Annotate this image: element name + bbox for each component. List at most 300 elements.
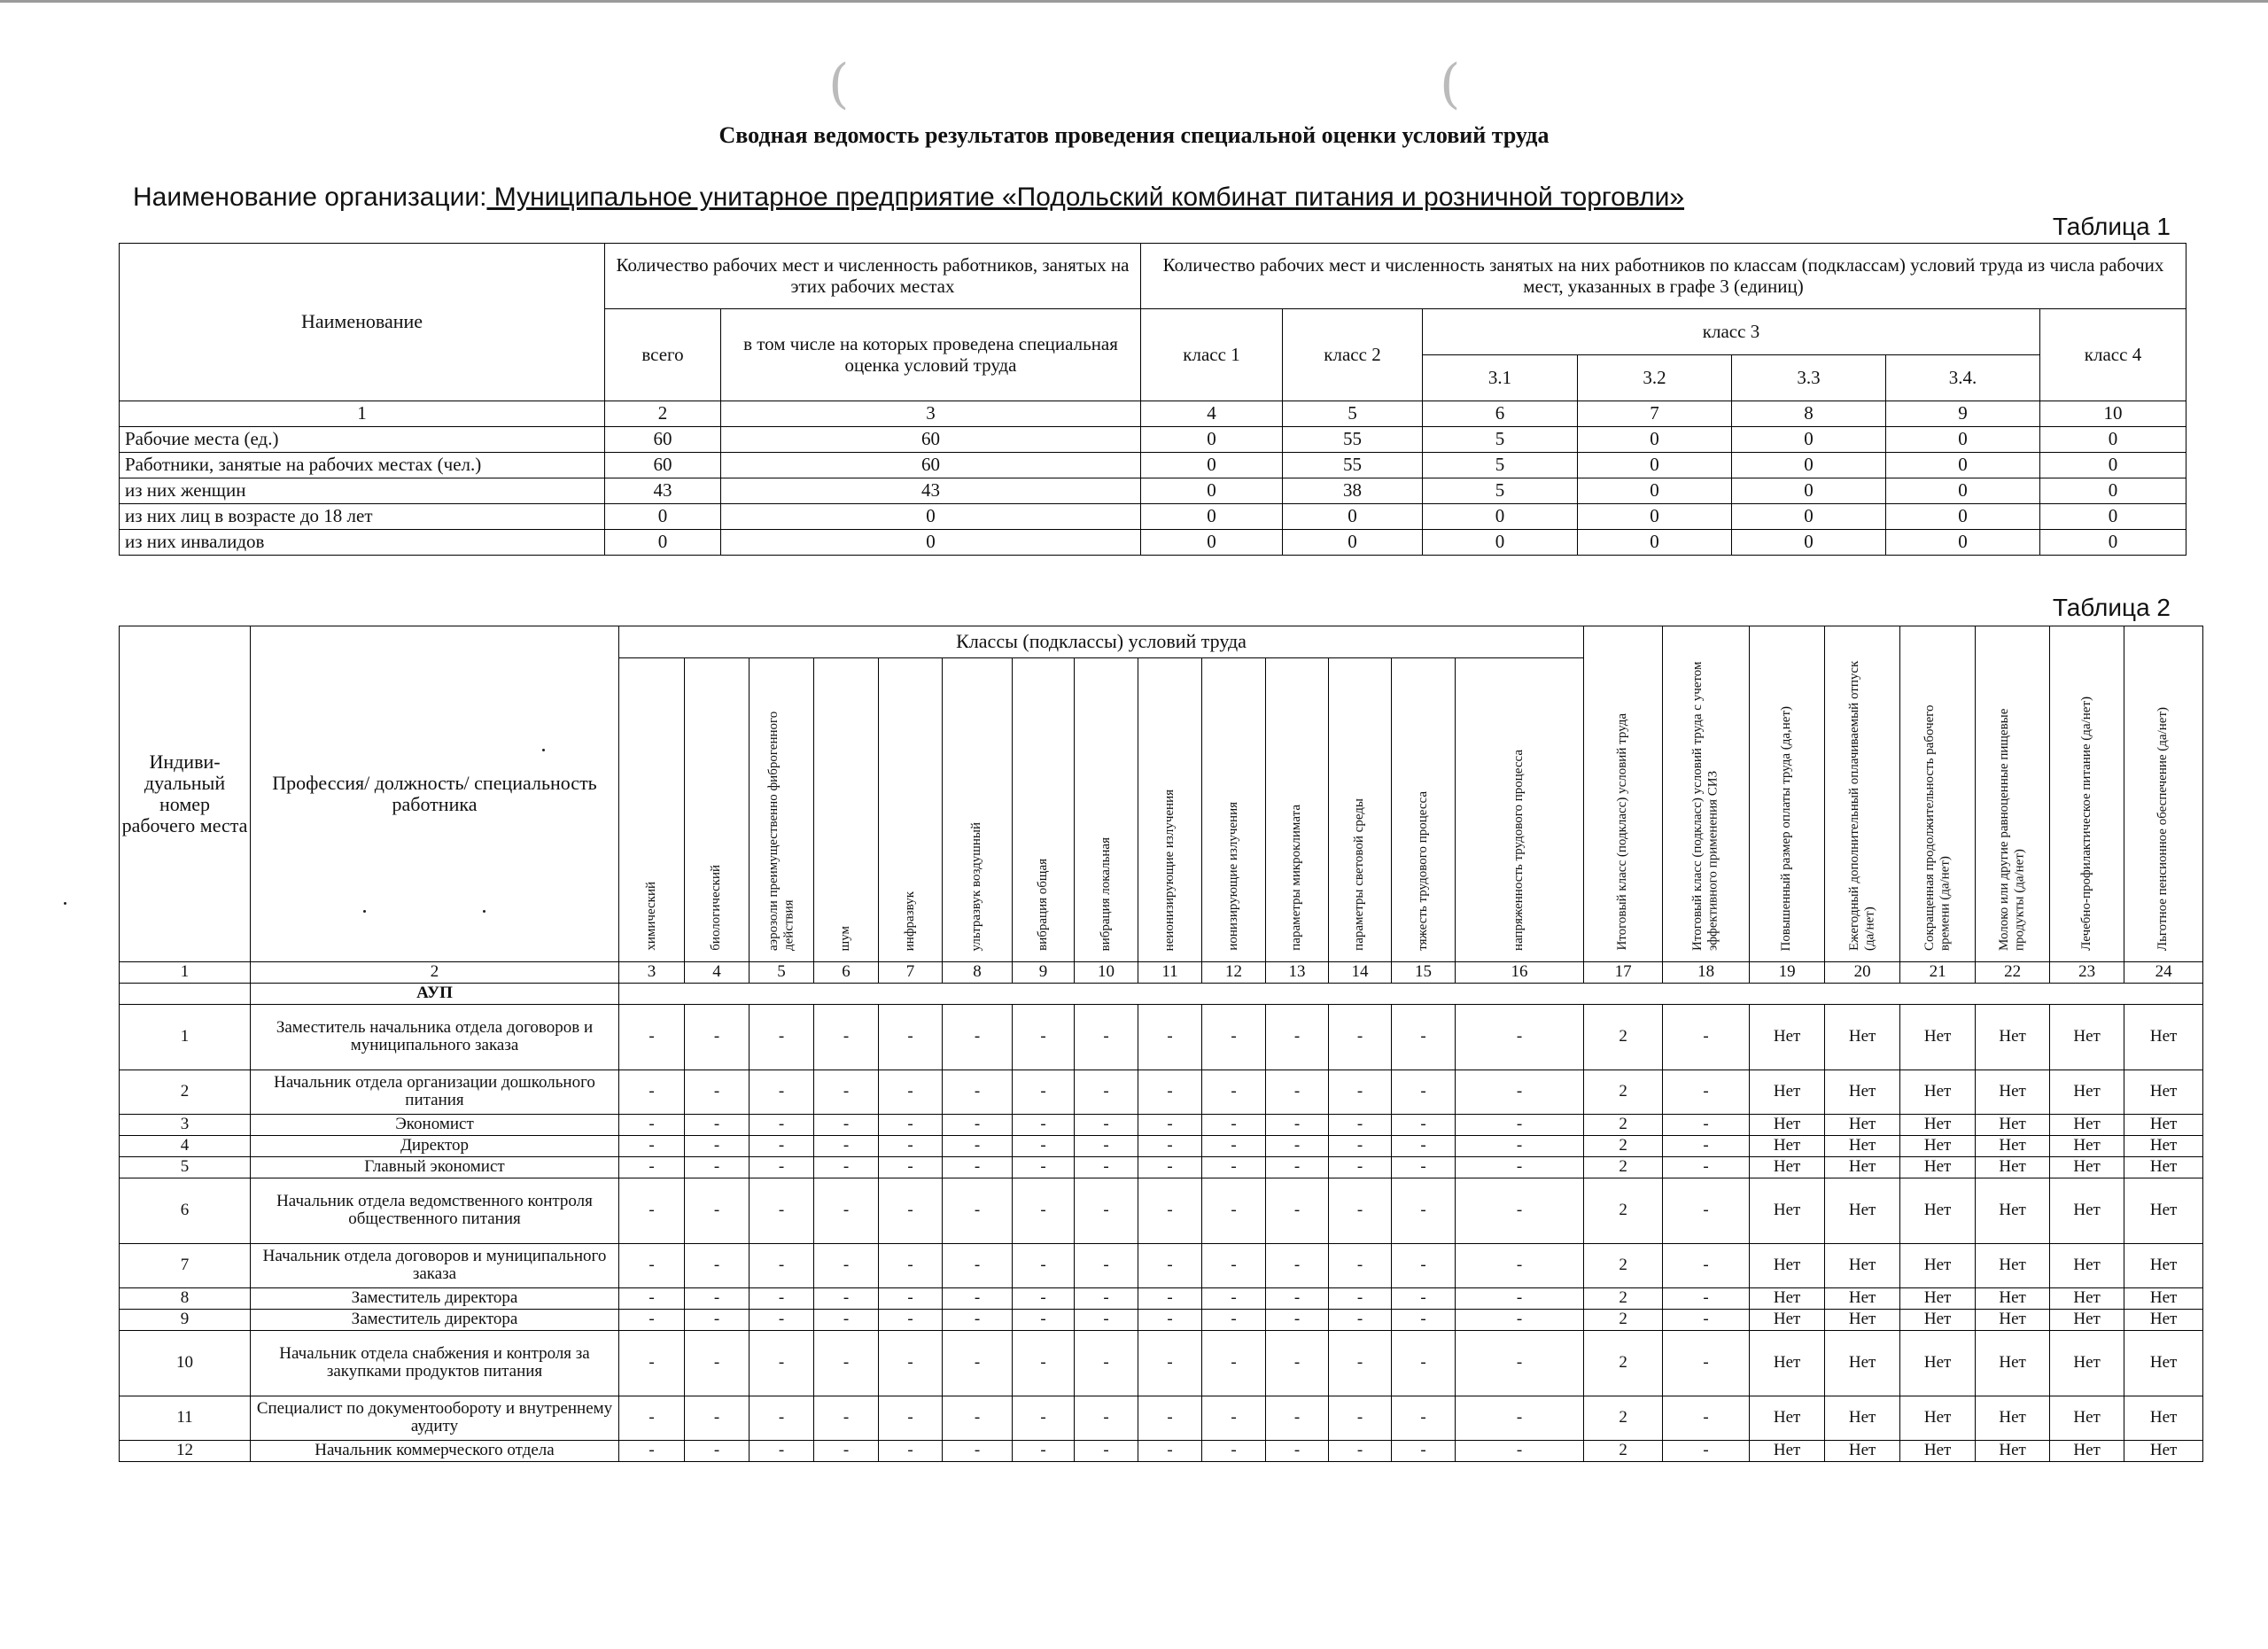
t1-col-number: 8 [1732, 401, 1886, 427]
t2-row-factor-dash: - [943, 1135, 1013, 1156]
t2-row-benefit: Нет [1825, 1178, 1900, 1243]
t2-row-number: 2 [120, 1070, 251, 1114]
t2-row-factor-dash: - [1075, 1243, 1138, 1287]
t2-head-extra-label: Молоко или другие равноценные пищевые продукты (да/нет) [1997, 708, 2027, 951]
t1-head-sub-3-1: 3.1 [1423, 355, 1578, 401]
t2-col-number: 9 [1013, 961, 1075, 983]
t2-row-factor-dash: - [685, 1440, 750, 1461]
t2-row-benefit: Нет [2124, 1396, 2203, 1440]
t2-row-benefit: Нет [1900, 1287, 1976, 1309]
t2-row-factor-dash: - [619, 1156, 685, 1178]
t2-row-siz-class: - [1663, 1440, 1750, 1461]
t2-row-benefit: Нет [2124, 1004, 2203, 1070]
t2-row-benefit: Нет [1976, 1178, 2050, 1243]
t2-row-factor-dash: - [1202, 1330, 1266, 1396]
t2-row-factor-dash: - [685, 1004, 750, 1070]
t2-head-factor-label: тяжесть трудового процесса [1415, 791, 1430, 951]
t1-row-value: 43 [605, 478, 721, 504]
t2-row-siz-class: - [1663, 1309, 1750, 1330]
t2-row-factor-dash: - [1138, 1243, 1202, 1287]
t2-head-factor-label: химический [643, 882, 658, 951]
t2-head-factor-label: параметры микроклимата [1289, 805, 1304, 951]
t2-row-factor-dash: - [1075, 1178, 1138, 1243]
t2-row-factor-dash: - [1013, 1330, 1075, 1396]
t2-row-benefit: Нет [1750, 1135, 1825, 1156]
t2-row-factor-dash: - [750, 1243, 814, 1287]
t2-row-benefit: Нет [1900, 1135, 1976, 1156]
t1-row-value: 0 [1423, 530, 1578, 556]
t2-row-factor-dash: - [879, 1440, 943, 1461]
t2-row-factor-dash: - [1202, 1135, 1266, 1156]
t1-row-value: 0 [1886, 530, 2040, 556]
t2-row-factor-dash: - [814, 1243, 879, 1287]
t1-col-number: 1 [120, 401, 605, 427]
summary-table-1 [119, 243, 2186, 556]
t2-row-benefit: Нет [2050, 1114, 2124, 1135]
t1-row-value: 0 [2040, 530, 2186, 556]
t2-row-factor-dash: - [1138, 1330, 1202, 1396]
t2-head-factor [1456, 658, 1584, 962]
t2-row-factor-dash: - [685, 1330, 750, 1396]
t2-row-benefit: Нет [1900, 1309, 1976, 1330]
t2-row-factor-dash: - [943, 1396, 1013, 1440]
t1-row-value: 43 [721, 478, 1141, 504]
t2-table-row [120, 1330, 2203, 1396]
t2-row-factor-dash: - [1456, 1156, 1584, 1178]
t2-row-siz-class: - [1663, 1135, 1750, 1156]
t2-row-factor-dash: - [1138, 1396, 1202, 1440]
t2-head-factor [619, 658, 685, 962]
t2-head-extra-label: Льготное пенсионное обеспечение (да/нет) [2155, 706, 2171, 951]
t2-head-factor [1329, 658, 1392, 962]
t2-row-factor-dash: - [1013, 1070, 1075, 1114]
t2-head-id: Индиви-дуальный номер рабочего места [120, 626, 251, 962]
t2-row-factor-dash: - [1329, 1287, 1392, 1309]
t2-row-number: 12 [120, 1440, 251, 1461]
t2-head-factor-label: вибрация общая [1035, 859, 1050, 951]
t2-row-factor-dash: - [1075, 1287, 1138, 1309]
t2-row-benefit: Нет [1825, 1156, 1900, 1178]
t2-row-benefit: Нет [1825, 1114, 1900, 1135]
t1-table-row [120, 453, 2186, 478]
t2-row-benefit: Нет [1825, 1004, 1900, 1070]
t1-row-value: 0 [1578, 530, 1732, 556]
t1-row-value: 5 [1423, 427, 1578, 453]
t2-row-factor-dash: - [1202, 1114, 1266, 1135]
t2-row-factor-dash: - [1266, 1243, 1329, 1287]
t2-head-classes-group: Классы (подклассы) условий труда [619, 626, 1584, 658]
t2-row-benefit: Нет [1900, 1330, 1976, 1396]
t2-row-factor-dash: - [1138, 1135, 1202, 1156]
t2-row-number: 9 [120, 1309, 251, 1330]
t1-row-value: 0 [1732, 530, 1886, 556]
t2-row-benefit: Нет [1976, 1004, 2050, 1070]
t2-row-factor-dash: - [750, 1156, 814, 1178]
t2-row-factor-dash: - [619, 1178, 685, 1243]
t1-row-value: 0 [1886, 504, 2040, 530]
t2-head-factor [1392, 658, 1456, 962]
t2-head-extra [2124, 626, 2203, 962]
t2-row-title: Начальник отдела договоров и муниципального заказа [251, 1243, 619, 1287]
t2-row-factor-dash: - [1013, 1440, 1075, 1461]
t1-row-name: из них лиц в возрасте до 18 лет [120, 504, 605, 530]
t2-row-number: 11 [120, 1396, 251, 1440]
t1-col-number: 4 [1141, 401, 1283, 427]
t2-row-benefit: Нет [2124, 1287, 2203, 1309]
t2-row-factor-dash: - [1329, 1004, 1392, 1070]
t2-row-factor-dash: - [1456, 1396, 1584, 1440]
t2-row-factor-dash: - [814, 1287, 879, 1309]
t2-head-factor-label: ионизирующие излучения [1225, 802, 1240, 951]
t1-row-value: 60 [605, 427, 721, 453]
t2-row-benefit: Нет [2050, 1330, 2124, 1396]
t2-row-benefit: Нет [1976, 1440, 2050, 1461]
t2-row-factor-dash: - [1138, 1440, 1202, 1461]
t2-row-title: Директор [251, 1135, 619, 1156]
t2-row-factor-dash: - [879, 1114, 943, 1135]
t2-row-factor-dash: - [1202, 1309, 1266, 1330]
t2-row-factor-dash: - [750, 1004, 814, 1070]
t1-head-group-b: Количество рабочих мест и численность занятых на них работников по классам (подклассам) условий труда из числа рабочих мест, указанных в графе 3 (единиц) [1141, 244, 2186, 309]
t1-row-value: 0 [1141, 478, 1283, 504]
t2-row-final-class: 2 [1584, 1440, 1663, 1461]
t1-head-group-a: Количество рабочих мест и численность работников, занятых на этих рабочих местах [605, 244, 1141, 309]
t2-row-factor-dash: - [1456, 1287, 1584, 1309]
t2-head-factor [1138, 658, 1202, 962]
organization-name: Муниципальное унитарное предприятие «Подольский комбинат питания и розничной торговли» [486, 183, 1685, 212]
t2-head-factor-label: аэрозоли преимущественно фиброгенного действия [765, 711, 796, 951]
t2-row-factor-dash: - [1392, 1135, 1456, 1156]
t2-table-row [120, 1178, 2203, 1243]
t2-col-number: 10 [1075, 961, 1138, 983]
t2-col-number: 20 [1825, 961, 1900, 983]
t2-row-benefit: Нет [1750, 1156, 1825, 1178]
scan-speck [363, 910, 366, 913]
t2-row-factor-dash: - [1392, 1440, 1456, 1461]
t2-row-number: 10 [120, 1330, 251, 1396]
t2-head-extra-label: Итоговый класс (подкласс) условий труда с учетом эффективного применения СИЗ [1690, 661, 1720, 951]
t2-section-empty [120, 983, 251, 1004]
t2-row-factor-dash: - [1329, 1330, 1392, 1396]
t2-head-extra-label: Лечебно-профилактическое питание (да/нет) [2078, 696, 2093, 951]
t2-row-title: Заместитель начальника отдела договоров и муниципального заказа [251, 1004, 619, 1070]
t1-row-value: 0 [605, 504, 721, 530]
t2-row-factor-dash: - [1329, 1396, 1392, 1440]
t2-row-factor-dash: - [685, 1309, 750, 1330]
t2-row-factor-dash: - [1392, 1243, 1456, 1287]
t2-row-factor-dash: - [619, 1440, 685, 1461]
t2-row-factor-dash: - [750, 1440, 814, 1461]
t2-row-benefit: Нет [1900, 1178, 1976, 1243]
t2-row-factor-dash: - [685, 1070, 750, 1114]
organization-label: Наименование организации: [133, 183, 487, 212]
t2-table-row [120, 1396, 2203, 1440]
t2-row-factor-dash: - [1075, 1396, 1138, 1440]
t2-col-number: 21 [1900, 961, 1976, 983]
t2-head-factor-label: вибрация локальная [1098, 836, 1113, 951]
t2-section-fill [619, 983, 2203, 1004]
t2-row-factor-dash: - [750, 1135, 814, 1156]
t2-row-benefit: Нет [2050, 1004, 2124, 1070]
t2-row-benefit: Нет [2050, 1178, 2124, 1243]
t2-row-factor-dash: - [1456, 1178, 1584, 1243]
t2-row-benefit: Нет [1825, 1135, 1900, 1156]
t2-row-benefit: Нет [2050, 1309, 2124, 1330]
t1-col-number: 7 [1578, 401, 1732, 427]
t2-row-siz-class: - [1663, 1287, 1750, 1309]
t2-row-factor-dash: - [1392, 1330, 1456, 1396]
t2-row-factor-dash: - [1138, 1178, 1202, 1243]
t2-row-factor-dash: - [1013, 1243, 1075, 1287]
t2-row-factor-dash: - [1013, 1156, 1075, 1178]
t2-row-benefit: Нет [1825, 1330, 1900, 1396]
t1-row-value: 0 [721, 530, 1141, 556]
t2-row-factor-dash: - [1266, 1004, 1329, 1070]
t1-col-number: 6 [1423, 401, 1578, 427]
t2-row-factor-dash: - [750, 1070, 814, 1114]
t2-row-factor-dash: - [1266, 1309, 1329, 1330]
t2-head-factor-label: шум [838, 925, 853, 951]
t2-row-number: 8 [120, 1287, 251, 1309]
t2-row-benefit: Нет [1900, 1156, 1976, 1178]
t2-row-siz-class: - [1663, 1004, 1750, 1070]
t1-col-number: 9 [1886, 401, 2040, 427]
t1-row-value: 0 [1423, 504, 1578, 530]
t2-row-benefit: Нет [1750, 1396, 1825, 1440]
t1-head-class4: класс 4 [2040, 309, 2186, 401]
t2-row-factor-dash: - [1266, 1114, 1329, 1135]
t1-head-total: всего [605, 309, 721, 401]
t2-row-factor-dash: - [814, 1004, 879, 1070]
t2-head-extra [1750, 626, 1825, 962]
t2-row-factor-dash: - [1392, 1309, 1456, 1330]
t1-row-value: 0 [605, 530, 721, 556]
t1-row-value: 0 [1141, 530, 1283, 556]
t2-row-factor-dash: - [943, 1070, 1013, 1114]
t2-col-number: 11 [1138, 961, 1202, 983]
t2-row-factor-dash: - [1456, 1114, 1584, 1135]
t2-row-benefit: Нет [1976, 1287, 2050, 1309]
t2-row-benefit: Нет [1750, 1070, 1825, 1114]
t2-row-factor-dash: - [1456, 1135, 1584, 1156]
t2-head-extra-label: Повышенный размер оплаты труда (да,нет) [1779, 705, 1794, 951]
t2-row-factor-dash: - [1013, 1396, 1075, 1440]
document-title: Сводная ведомость результатов проведения специальной оценки условий труда [718, 122, 1550, 148]
t2-row-factor-dash: - [943, 1114, 1013, 1135]
t2-row-factor-dash: - [750, 1330, 814, 1396]
t2-col-number: 15 [1392, 961, 1456, 983]
t2-row-factor-dash: - [943, 1156, 1013, 1178]
t1-row-value: 0 [2040, 427, 2186, 453]
t2-row-final-class: 2 [1584, 1135, 1663, 1156]
t2-row-factor-dash: - [750, 1309, 814, 1330]
t2-row-factor-dash: - [1138, 1004, 1202, 1070]
t2-row-benefit: Нет [1750, 1287, 1825, 1309]
t2-row-benefit: Нет [2124, 1114, 2203, 1135]
t2-row-siz-class: - [1663, 1396, 1750, 1440]
t2-col-number: 2 [251, 961, 619, 983]
t1-head-sub-3-4: 3.4. [1886, 355, 2040, 401]
t2-row-factor-dash: - [814, 1135, 879, 1156]
t2-col-number: 19 [1750, 961, 1825, 983]
t2-row-factor-dash: - [1329, 1070, 1392, 1114]
t2-head-extra [2050, 626, 2124, 962]
t2-row-number: 6 [120, 1178, 251, 1243]
t2-row-final-class: 2 [1584, 1243, 1663, 1287]
t1-column-numbers [120, 401, 2186, 427]
t2-row-factor-dash: - [1266, 1396, 1329, 1440]
t2-head-factor-label: биологический [709, 865, 724, 951]
t2-row-factor-dash: - [1329, 1440, 1392, 1461]
t2-row-factor-dash: - [1266, 1287, 1329, 1309]
t2-row-factor-dash: - [1456, 1004, 1584, 1070]
t1-table-row [120, 504, 2186, 530]
t2-col-number: 6 [814, 961, 879, 983]
t2-row-factor-dash: - [1329, 1178, 1392, 1243]
t2-row-factor-dash: - [1013, 1114, 1075, 1135]
t2-row-factor-dash: - [814, 1178, 879, 1243]
t2-col-number: 23 [2050, 961, 2124, 983]
t2-row-factor-dash: - [1013, 1287, 1075, 1309]
t2-head-factor [1013, 658, 1075, 962]
t2-row-factor-dash: - [1138, 1156, 1202, 1178]
t2-head-factor [1266, 658, 1329, 962]
t2-head-extra-label: Итоговый класс (подкласс) условий труда [1615, 713, 1630, 951]
scan-speck [542, 749, 545, 751]
t2-row-factor-dash: - [750, 1114, 814, 1135]
t2-row-benefit: Нет [1825, 1396, 1900, 1440]
t2-row-factor-dash: - [1392, 1287, 1456, 1309]
t2-row-factor-dash: - [943, 1287, 1013, 1309]
t2-row-factor-dash: - [814, 1309, 879, 1330]
t2-row-siz-class: - [1663, 1330, 1750, 1396]
t2-row-factor-dash: - [1202, 1287, 1266, 1309]
t1-col-number: 2 [605, 401, 721, 427]
t1-row-value: 0 [1141, 504, 1283, 530]
t2-col-number: 16 [1456, 961, 1584, 983]
t2-row-factor-dash: - [1392, 1156, 1456, 1178]
t1-head-name: Наименование [120, 244, 605, 401]
t2-row-benefit: Нет [1976, 1114, 2050, 1135]
t2-row-title: Специалист по документообороту и внутреннему аудиту [251, 1396, 619, 1440]
table1-caption: Таблица 1 [2052, 213, 2171, 240]
t2-row-final-class: 2 [1584, 1396, 1663, 1440]
t2-row-final-class: 2 [1584, 1287, 1663, 1309]
t2-row-factor-dash: - [685, 1156, 750, 1178]
t2-row-final-class: 2 [1584, 1070, 1663, 1114]
scan-mark-left: ( [828, 53, 850, 115]
t2-head-factor [943, 658, 1013, 962]
t2-col-number: 3 [619, 961, 685, 983]
scan-speck [483, 910, 485, 913]
t2-row-benefit: Нет [2124, 1070, 2203, 1114]
t2-row-benefit: Нет [1825, 1243, 1900, 1287]
t2-column-numbers [120, 961, 2203, 983]
t2-row-factor-dash: - [814, 1440, 879, 1461]
t2-table-row [120, 1004, 2203, 1070]
t1-col-number: 3 [721, 401, 1141, 427]
t2-row-factor-dash: - [1202, 1004, 1266, 1070]
t2-row-factor-dash: - [750, 1178, 814, 1243]
t2-row-siz-class: - [1663, 1178, 1750, 1243]
t2-row-factor-dash: - [1202, 1178, 1266, 1243]
t2-row-title: Заместитель директора [251, 1287, 619, 1309]
t2-row-factor-dash: - [1456, 1243, 1584, 1287]
t1-table-row [120, 427, 2186, 453]
t2-head-factor [1202, 658, 1266, 962]
t2-head-factor-label: ультразвук воздушный [969, 821, 984, 951]
t2-row-title: Начальник отдела организации дошкольного питания [251, 1070, 619, 1114]
t2-row-benefit: Нет [1900, 1070, 1976, 1114]
t2-row-number: 5 [120, 1156, 251, 1178]
t2-col-number: 8 [943, 961, 1013, 983]
t2-row-factor-dash: - [1456, 1309, 1584, 1330]
t2-row-factor-dash: - [943, 1330, 1013, 1396]
t2-table-row [120, 1440, 2203, 1461]
t2-col-number: 5 [750, 961, 814, 983]
t1-row-value: 0 [1578, 453, 1732, 478]
t2-row-factor-dash: - [1329, 1135, 1392, 1156]
t2-row-benefit: Нет [2124, 1440, 2203, 1461]
t2-col-number: 1 [120, 961, 251, 983]
t2-row-factor-dash: - [1075, 1135, 1138, 1156]
t2-row-factor-dash: - [685, 1135, 750, 1156]
t2-head-factor-label: неионизирующие излучения [1161, 789, 1177, 951]
t1-col-number: 5 [1283, 401, 1423, 427]
t2-head-factor-label: параметры световой среды [1352, 798, 1367, 951]
t2-row-factor-dash: - [685, 1178, 750, 1243]
t2-row-factor-dash: - [1075, 1004, 1138, 1070]
t2-row-factor-dash: - [1075, 1070, 1138, 1114]
t2-head-extra-label: Сокращенная продолжительность рабочего времени (да/нет) [1922, 704, 1953, 951]
t2-col-number: 13 [1266, 961, 1329, 983]
t2-row-benefit: Нет [2050, 1135, 2124, 1156]
t2-row-factor-dash: - [1456, 1070, 1584, 1114]
t2-row-factor-dash: - [1075, 1114, 1138, 1135]
t1-row-value: 60 [605, 453, 721, 478]
scan-speck [64, 902, 66, 905]
t1-table-row [120, 530, 2186, 556]
t2-row-benefit: Нет [1825, 1440, 1900, 1461]
t2-col-number: 18 [1663, 961, 1750, 983]
t2-row-final-class: 2 [1584, 1004, 1663, 1070]
t2-table-row [120, 1309, 2203, 1330]
t2-row-benefit: Нет [1976, 1243, 2050, 1287]
t2-row-factor-dash: - [619, 1004, 685, 1070]
t2-row-final-class: 2 [1584, 1114, 1663, 1135]
t1-head-class1: класс 1 [1141, 309, 1283, 401]
t2-row-number: 3 [120, 1114, 251, 1135]
t2-row-benefit: Нет [1976, 1330, 2050, 1396]
t2-row-benefit: Нет [2050, 1156, 2124, 1178]
t2-row-benefit: Нет [1750, 1243, 1825, 1287]
t2-row-factor-dash: - [814, 1156, 879, 1178]
t1-row-name: из них инвалидов [120, 530, 605, 556]
t1-head-sub-3-2: 3.2 [1578, 355, 1732, 401]
t2-row-benefit: Нет [1900, 1114, 1976, 1135]
t2-row-benefit: Нет [1750, 1440, 1825, 1461]
t1-row-value: 0 [1732, 478, 1886, 504]
scan-mark-right: ( [1440, 53, 1461, 115]
t2-row-factor-dash: - [879, 1156, 943, 1178]
t2-head-profession: Профессия/ должность/ специальность работника [251, 626, 619, 962]
t2-row-benefit: Нет [1976, 1156, 2050, 1178]
t1-head-sub-3-3: 3.3 [1732, 355, 1886, 401]
t2-row-factor-dash: - [1202, 1396, 1266, 1440]
t2-row-benefit: Нет [2050, 1243, 2124, 1287]
t2-row-factor-dash: - [1013, 1178, 1075, 1243]
t2-row-benefit: Нет [2124, 1156, 2203, 1178]
